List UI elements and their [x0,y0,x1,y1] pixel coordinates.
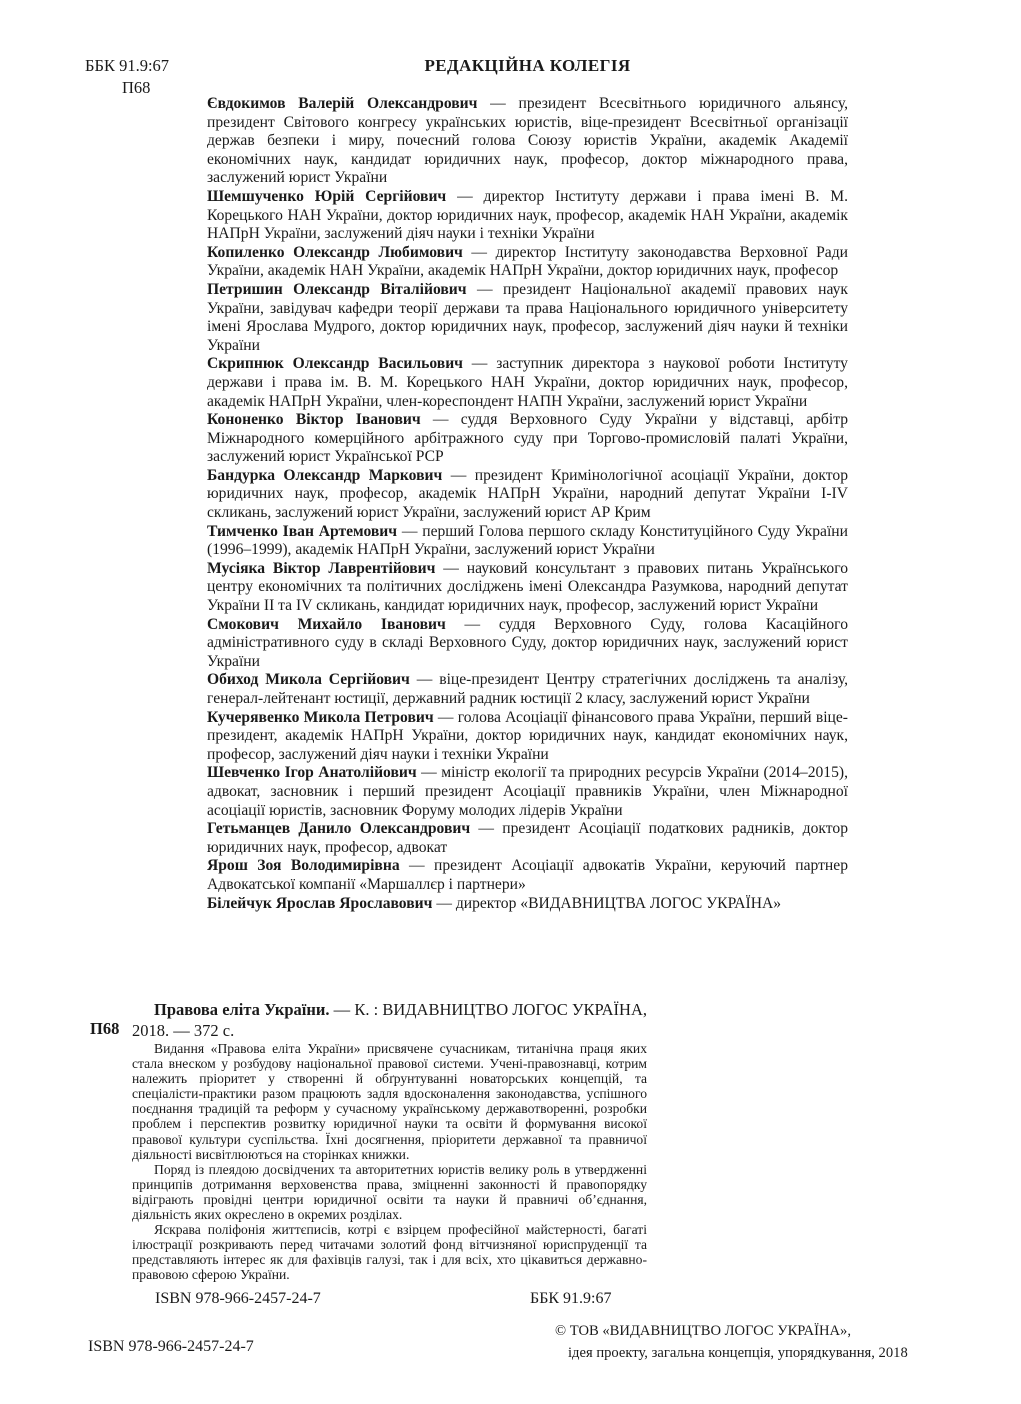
imprint-block [132,999,647,1308]
annotation-paragraph: Яскрава поліфонія життєписів, котрі є взірцем професійної майстерності, багаті ілюстрації розкривають перед читачами золотий фонд вітчизняної юриспруденції та представляють інтерес як для фахівців галузі, так і для всіх, хто цікавиться державно-правовою сферою України. [132,1222,647,1283]
member-name: Тимченко Іван Артемович [207,522,398,540]
isbn-number-bottom: ISBN 978-966-2457-24-7 [88,1338,254,1355]
member-name: Смокович Михайло Іванович [207,615,446,633]
member-name: Євдокимов Валерій Олександрович [207,95,478,112]
member-desc: — президент Всесвітнього юридичного альянсу, президент Світового конгресу українських юристів, віце-президент Всесвітньої організації держав безпеки і миру, почесний голова Союзу юристів України, академік Академії економічних наук, кандидат юридичних наук, професор, доктор міжнародного права, заслужений юрист України [207,95,848,187]
member-desc: — директор «ВИДАВНИЦТВА ЛОГОС УКРАЇНА» [432,894,782,912]
member-name: Обиход Микола Сергійович [207,671,410,689]
member-desc: — віце-президент Центру стратегічних досліджень та аналізу, генерал-лейтенант юстиції, державний радник юстиції 2 класу, заслужений юрист України [207,671,848,707]
board-entry [207,857,848,894]
member-name: Мусіяка Віктор Лаврентійович [207,559,436,577]
board-entry [207,820,848,857]
member-name: Копиленко Олександр Любимович [207,243,463,261]
copyright-line: ідея проекту, загальна концепція, упорядкування, 2018 [568,1345,908,1361]
member-desc: — президент Національної академії правових наук України, завідувач кафедри теорії держави та права Національного юридичного університету імені Ярослава Мудрого, доктор юридичних наук, професор, заслужений діяч науки й техніки України [207,280,848,354]
board-entry [207,671,848,708]
member-desc: — директор Інституту держави і права імені В. М. Корецького НАН України, доктор юридичних наук, професор, академік НАН України, академік НАПрН України, заслужений діяч науки і техніки України [207,187,848,243]
member-name: Петришин Олександр Віталійович [207,280,467,298]
member-desc: — президент Асоціації адвокатів України, керуючий партнер Адвокатської компанії «Маршаллєр і партнери» [207,857,848,893]
member-desc: — науковий консультант з правових питань Українського центру економічних та політичних досліджень імені Олександра Разумкова, народний депутат України ІІ та ІV скликань, кандидат юридичних наук, професор, заслужений юрист України [207,559,848,615]
board-entry [207,467,848,523]
board-entry [207,560,848,616]
board-entry [207,764,848,820]
board-entry [207,411,848,467]
board-entry [207,95,848,188]
member-name: Шемшученко Юрій Сергійович [207,187,447,205]
p68-code-imprint: П68 [90,1019,120,1038]
board-entry [207,281,848,355]
p68-code-top: П68 [122,78,151,97]
member-desc: — голова Асоціації фінансового права України, перший віце-президент, академік НАПрН України, доктор юридичних наук, кандидат економічних наук, професор, заслужений діяч науки і техніки України [207,708,848,763]
member-desc: — міністр екології та природних ресурсів України (2014–2015), адвокат, засновник і перший президент Асоціації правників України, член Міжнародної асоціації юристів, засновник Форуму молодих лідерів України [207,764,848,819]
bibliographic-details: — К. : ВИДАВНИЦТВО ЛОГОС УКРАЇНА, 2018. — 372 с. [132,1000,647,1040]
board-entry [207,895,848,914]
board-entry [207,616,848,672]
member-name: Скрипнюк Олександр Васильович [207,355,463,373]
member-name: Білейчук Ярослав Ярославович [207,894,433,912]
member-desc: — президент Асоціації податкових радників, доктор юридичних наук, професор, адвокат [207,820,848,856]
book-title: Правова еліта України. [154,1000,330,1019]
bbk-code-bottom: ББК 91.9:67 [530,1290,612,1307]
annotation-paragraph: Видання «Правова еліта України» присвячене сучасникам, титанічна праця яких стала внеском у розбудову національної правової системи. Учені-правознавці, котрим належить пріоритет у створенні й обґрунтуванні новаторських концепцій, та спеціалісти-практики разом працюють задля вдосконалення законодавства, успішного поєднання традицій та реформ у сучасному українському державотворенні, розробки проблем і перспектив розвитку юридичної науки та освіти й формування високої правової культури суспільства. Їхні досягнення, пріоритети державної та правничої діяльності висвітлюються на сторінках книжки. [132,1041,647,1162]
board-entry [207,244,848,281]
bibliographic-record [132,999,647,1041]
member-desc: — президент Кримінологічної асоціації України, доктор юридичних наук, професор, академік НАПрН України, народний депутат України І-ІV скликань, заслужений юрист України, заслужений юрист АР Крим [207,466,849,522]
member-name: Гетьманцев Данило Олександрович [207,820,471,838]
board-entry [207,523,848,560]
member-desc: — перший Голова першого складу Конституційного Суду України (1996–1999), академік НАПрН України, заслужений юрист України [207,522,848,559]
annotation-paragraph: Поряд із плеядою досвідчених та авторитетних юристів велику роль в утвердженні принципів дотримання верховенства права, зміцненні законності й правопорядку відіграють провідні центри юридичної освіти та науки й правничі об’єднання, діяльність яких окреслено в окремих розділах. [132,1161,647,1223]
board-entry [207,188,848,244]
editorial-board-list [207,95,848,913]
copyright-line: © ТОВ «ВИДАВНИЦТВО ЛОГОС УКРАЇНА», [555,1323,851,1339]
member-desc: — директор Інституту законодавства Верховної Ради України, академік НАН України, академік НАПрН України, доктор юридичних наук, професор [207,243,848,280]
member-desc: — суддя Верховного Суду України у відставці, арбітр Міжнародного комерційного арбітражного суду при Торгово-промисловій палаті України, заслужений юрист Української РСР [207,411,848,466]
member-name: Кучерявенко Микола Петрович [207,708,434,726]
member-name: Кононенко Віктор Іванович [207,411,421,429]
board-entry [207,709,848,765]
board-entry [207,355,848,411]
member-name: Бандурка Олександр Маркович [207,466,443,484]
member-desc: — заступник директора з наукової роботи Інституту держави і права ім. В. М. Корецького НАН України, доктор юридичних наук, професор, академік НАПрН України, член-кореспондент НАПН України, заслужений юрист України [207,355,848,410]
member-desc: — суддя Верховного Суду, голова Касаційного адміністративного суду в складі Верховного Суду, доктор юридичних наук, заслужений юрист України [207,615,848,670]
page-title: РЕДАКЦІЙНА КОЛЕГІЯ [424,56,631,75]
member-name: Ярош Зоя Володимирівна [207,857,400,875]
bbk-code-top: ББК 91.9:67 [85,56,170,75]
copyright-block [555,1320,908,1364]
member-name: Шевченко Ігор Анатолійович [207,764,417,782]
isbn-number: ISBN 978-966-2457-24-7 [155,1289,321,1307]
